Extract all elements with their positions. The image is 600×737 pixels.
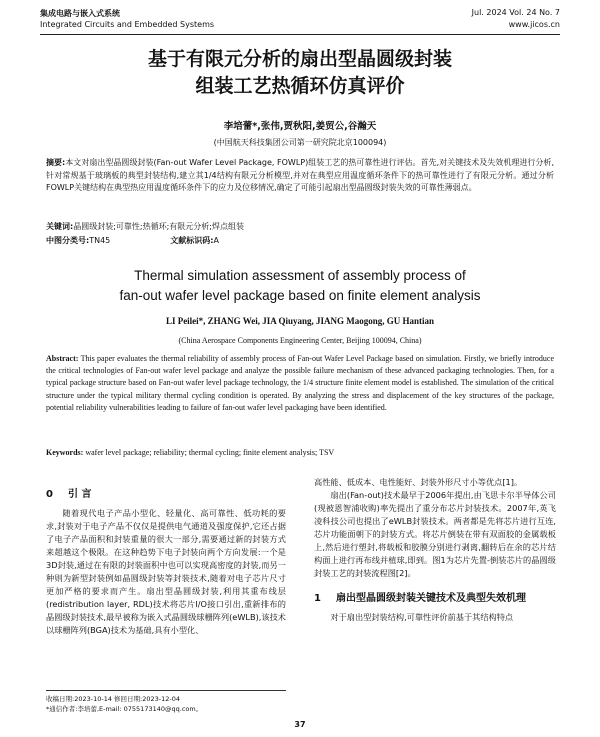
- section-1-title: 扇出型晶圆级封装关键技术及典型失效机理: [336, 593, 526, 604]
- clc-value: TN45: [89, 236, 111, 245]
- left-column: [46, 476, 286, 637]
- section-0-title: 引 言: [68, 489, 92, 500]
- title-en-line2: fan-out wafer level package based on finite element analysis: [119, 288, 481, 303]
- keywords-en: [46, 448, 554, 457]
- keywords-cn-text: 晶圆级封装;可靠性;热循环;有限元分析;焊点组装: [73, 222, 244, 231]
- section-0-number: 0: [46, 489, 53, 500]
- title-en: [60, 266, 540, 306]
- intro-paragraph: 随着现代电子产品小型化、轻量化、高可靠性、低功耗的要求,封装对于电子产品不仅仅是提供电气通道及强度保护,它还占据了电子产品面积和封装重量的很大一部分,需要通过新的封装方式来超越这个极限。在这种趋势下电子封装向两个方向发展:一个是3D封装,通过在有限的封装面积中也可以实现高密度的封装,而另一种则为新型封装例如晶圆级封装等封装技术,随着对电子芯片尺寸更加严格的要求而产生。扇出型晶圆级封装,利用其重布线层(redistribution layer, RDL)技术将芯片I/O接口引出,重新排布的晶圆级封装技术,最早被称为嵌入式晶圆级球栅阵列(eWLB),该技术以球栅阵列(BGA)技术为基础,具有小型化、: [46, 508, 286, 635]
- abstract-en: [46, 353, 554, 414]
- abstract-cn-label: 摘要:: [46, 158, 66, 167]
- doc-code-value: A: [213, 236, 219, 245]
- right-column: [314, 476, 556, 624]
- authors-cn: 李培蕾*,张伟,贾秋阳,姜贸公,谷瀚天: [223, 121, 377, 132]
- section-0-heading: [46, 488, 286, 501]
- keywords-cn: [46, 221, 554, 233]
- footnote-dates: 收稿日期:2023-10-14 修回日期:2023-12-04: [46, 695, 180, 703]
- doc-code-label: 文献标识码:: [170, 236, 214, 245]
- footnote: [46, 690, 286, 714]
- page-number: 37: [294, 720, 306, 729]
- intro-continuation: 高性能、低成本、电性能好、封装外形尺寸小等优点[1]。: [314, 477, 523, 487]
- abstract-cn-text: 本文对扇出型晶圆级封装(Fan-out Wafer Level Package, FOWLP)组装工艺的热可靠性进行评估。首先,对关键技术及失效机理进行分析,针对常规基于玻璃板的典型封装结构,建立其1/4结构有限元分析模型,并对在典型应用温度循环条件下的热可靠性进行了有限元分析。通过分析FOWLP关键结构在典型热应用温度循环条件下的应力及位移情况,确定了可能引起扇出型晶圆级封装失效的可靠性薄弱点。: [46, 158, 554, 192]
- title-cn-line2: 组装工艺热循环仿真评价: [195, 75, 405, 97]
- title-cn-line1: 基于有限元分析的扇出型晶圆级封装: [147, 48, 452, 70]
- keywords-en-text: wafer level package; reliability; thermal cycling; finite element analysis; TSV: [85, 448, 335, 457]
- section-1-heading: [314, 592, 556, 605]
- abstract-en-label: Abstract:: [46, 354, 79, 363]
- keywords-en-label: Keywords:: [46, 448, 84, 457]
- section-1-number: 1: [314, 593, 321, 604]
- title-en-line1: Thermal simulation assessment of assembly process of: [134, 268, 466, 283]
- journal-name-cn: 集成电路与嵌入式系统: [40, 9, 120, 18]
- abstract-cn: [46, 157, 554, 195]
- running-header: [40, 8, 560, 35]
- affiliation-en: (China Aerospace Components Engineering Center, Beijing 100094, China): [178, 336, 422, 345]
- classification: [46, 235, 554, 246]
- abstract-en-text: This paper evaluates the thermal reliability of assembly process of Fan-out Wafer Level Package based on simulation. Firstly, we briefly introduce the critical technologies of Fan-out wafer level package and analyze the possible failure mechanism of these advanced packaging technologies. Then, for a typical package structure based on Fan-out wafer level package technology, the 1/4 structure finite element model is established. The simulation of the critical structure under the typical military thermal cycling condition is operated. By analyzing the stress and displacement of the key structures of the package, potential reliability vulnerabilities leading to failure of fan-out wafer level packaging have been identified.: [46, 354, 555, 412]
- clc-label: 中图分类号:: [46, 236, 90, 245]
- authors-en: LI Peilei*, ZHANG Wei, JIA Qiuyang, JIANG Maogong, GU Hantian: [165, 316, 435, 326]
- journal-website: www.jicos.cn: [508, 20, 560, 29]
- section-1-paragraph: 对于扇出型封装结构,可靠性评价前基于其结构特点: [330, 612, 514, 622]
- issue-info: Jul. 2024 Vol. 24 No. 7: [471, 8, 560, 17]
- affiliation-cn: (中国航天科技集团公司第一研究院北京100094): [213, 138, 387, 147]
- footnote-contact: *通信作者:李培蕾,E-mail: 0755173140@qq.com。: [46, 705, 203, 713]
- keywords-cn-label: 关键词:: [46, 222, 74, 231]
- fanout-history-paragraph: 扇出(Fan-out)技术最早于2006年提出,由飞思卡尔半导体公司(现被恩智浦收购)率先提出了重分布芯片封装技术。2007年,英飞凌科技公司也提出了eWLB封装技术。两者都是先将芯片进行互连,芯片功能面朝下的封装方式。将芯片倒装在带有双面胶的金属载板上,然后进行塑封,将载板和胶膜分别进行剥离,翻转后在余的芯片结构面上进行再布线并植球,即到。图1为芯片先置-倒装芯片的晶圆级封装工艺的封装流程图[2]。: [314, 490, 556, 578]
- title-cn: [40, 46, 560, 100]
- journal-name-en: Integrated Circuits and Embedded Systems: [40, 20, 215, 29]
